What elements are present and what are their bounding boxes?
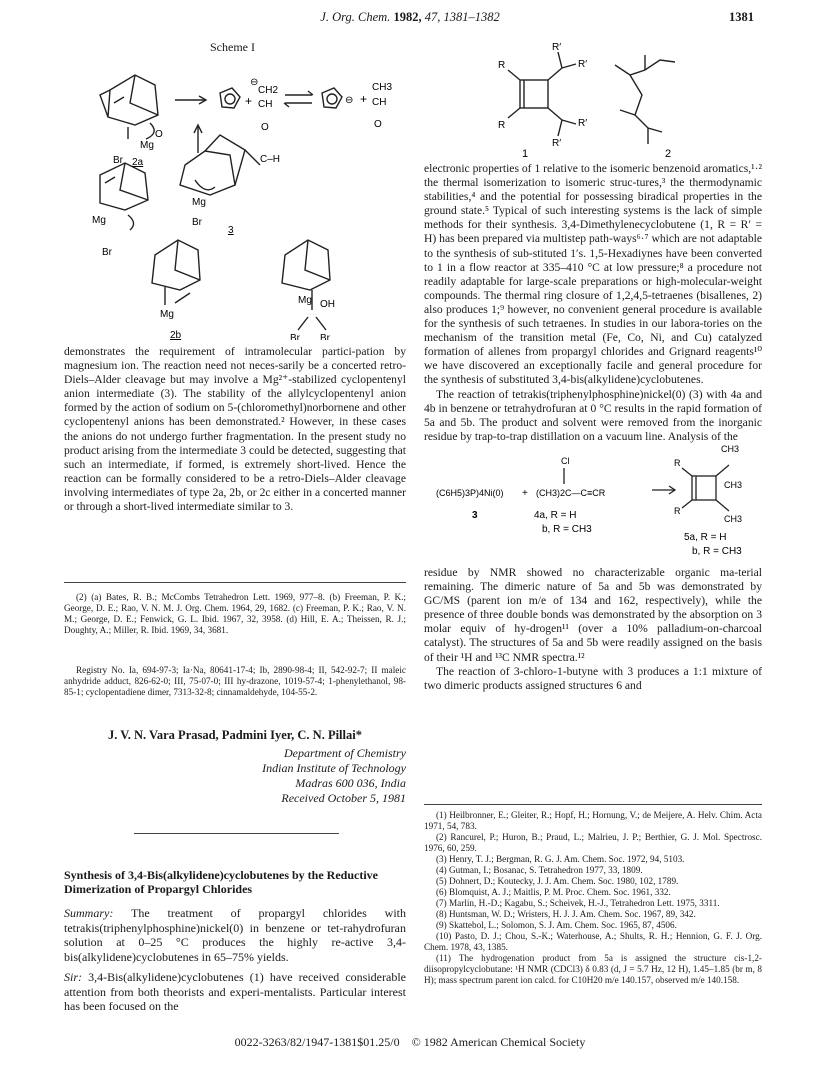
footnote-item: (2) Rancurel, P.; Huron, B.; Praud, L.; Malrieu, J. P.; Berthier, G. J. Mol. Spectrosc. 1976, 60, 259. <box>424 832 762 853</box>
right-para3-text: residue by NMR showed no characterizable organic ma-terial remaining. The dimeric nature of 5a and 5b was demonstrated by GC/MS (parent ion m/e of 134 and 162, respectively), while the presence of three double bonds was demonstrated by the absorption on 3 molar equiv of hy-drogen¹¹ (over a 10% palladium-on-charcoal catalyst). The structures of 5a and 5b were readily assigned on the basis of their ¹H and ¹³C NMR spectra.¹² <box>424 566 762 664</box>
footer-copyright: © 1982 American Chemical Society <box>411 1035 586 1049</box>
page-number: 1381 <box>729 10 754 24</box>
label-mg-2c: Mg <box>298 295 312 306</box>
label-mg-2a-b: Mg <box>92 215 106 226</box>
label-br-2c-2: Br <box>320 333 330 340</box>
journal-pages: 1381–1382 <box>443 10 500 24</box>
label-2a: 2a <box>132 157 144 168</box>
label-mg-2b: Mg <box>160 309 174 320</box>
right-footnotes <box>424 810 762 986</box>
eq-plus: + <box>522 488 528 499</box>
label-ch: CH <box>258 99 273 110</box>
running-header <box>0 10 820 30</box>
label-plus1: + <box>245 94 253 108</box>
footnote-item: (5) Dohnert, D.; Koutecky, J. J. Am. Chem. Soc. 1980, 102, 1789. <box>436 876 679 886</box>
right-para4-text: The reaction of 3-chloro-1-butyne with 3 produces a 1:1 mixture of two dimeric products assigned structures 6 and <box>424 664 762 692</box>
page-footer <box>0 1035 820 1050</box>
label-mg-3: Mg <box>192 197 206 208</box>
footnote-item: (6) Blomquist, A. J.; Maitlis, P. M. Proc. Chem. Soc. 1961, 332. <box>436 887 671 897</box>
scheme-diagram <box>80 55 420 340</box>
eq-ch3-top: CH3 <box>721 444 740 454</box>
journal-volume: 47, <box>424 10 441 24</box>
label-ch3: CH3 <box>372 82 393 93</box>
registry-text: Registry No. Ia, 694-97-3; Ia·Na, 80641-17-4; Ib, 2890-98-4; II, 542-92-7; II maleic anhydride adduct, 826-62-0; III, 75-07-0; III hy-drazone, 1019-57-4; 1-phenylethanol, 98-85-1; cyclopentadiene dimer, 7313-32-8; cinnamaldehyde, 104-55-2. <box>64 665 406 697</box>
eq-4a: 4a, R = H <box>534 510 577 521</box>
lbl-rp4: R′ <box>552 138 562 149</box>
label-ominus: ⊖ <box>345 95 354 106</box>
footnote-item: (4) Gutman, I.; Bosanac, S. Tetrahedron 1977, 33, 1809. <box>436 865 643 875</box>
lbl-num2: 2 <box>665 148 672 160</box>
footer-code: 0022-3263/82/1947-1381$01.25/0 <box>234 1035 400 1049</box>
lbl-r1: R <box>498 60 506 71</box>
registry-numbers <box>64 665 406 698</box>
label-ch2: CH2 <box>258 85 279 96</box>
eq-ch3-mid: CH3 <box>724 480 743 490</box>
label-plus2: + <box>360 92 368 106</box>
footnote-item: (1) Heilbronner, E.; Gleiter, R.; Hopf, H.; Hornung, V.; de Meijere, A. Helv. Chim. Acta 1971, 54, 783. <box>424 810 762 831</box>
label-mg-2a: Mg <box>140 140 154 151</box>
eq-cl: Cl <box>561 456 570 466</box>
eq-ch3-bot: CH3 <box>724 514 743 524</box>
received-date: Received October 5, 1981 <box>281 791 406 805</box>
label-o1: O <box>261 122 269 133</box>
eq-n3: 3 <box>472 510 478 521</box>
sir-label: Sir: <box>64 970 82 984</box>
label-3: 3 <box>228 225 234 236</box>
label-o2: O <box>374 119 382 130</box>
footnote2-text: (2) (a) Bates, R. B.; McCombs Tetrahedron Lett. 1969, 977–8. (b) Freeman, P. K.; George, D. E.; Rao, V. N. M. J. Org. Chem. 1964, 29, 1682. (c) Freeman, P. K.; Rao, V. N. M.; George, D. E.; Fenwick, G. L. Ibid. 1967, 32, 3958. (d) Hill, E. A.; Theissen, R. J.; Doughty, A.; Miller, R. Ibid. 1969, 34, 3681. <box>64 592 406 635</box>
authors: J. V. N. Vara Prasad, Padmini Iyer, C. N. Pillai* <box>108 728 362 742</box>
summary-block <box>64 906 406 964</box>
lbl-r2: R <box>498 120 506 131</box>
lbl-rp2: R′ <box>578 59 588 70</box>
structures-1-2 <box>470 40 750 160</box>
label-2b: 2b <box>170 330 182 340</box>
affil-dept: Department of Chemistry <box>284 746 406 760</box>
label-o-2a: O <box>155 129 163 140</box>
eq-4b: b, R = CH3 <box>542 524 592 535</box>
eq-ni: (C6H5)3P)4Ni(0) <box>436 488 504 498</box>
footnote-item: (3) Henry, T. J.; Bergman, R. G. J. Am. Chem. Soc. 1972, 94, 5103. <box>436 854 685 864</box>
footnote-item: (7) Marlin, H.-D.; Kagabu, S.; Scheivek, H.-J., Tetrahedron Lett. 1975, 3311. <box>436 898 720 908</box>
affil-city: Madras 600 036, India <box>295 776 406 790</box>
right-para1-text: electronic properties of 1 relative to the isomeric benzenoid aromatics,¹·² the thermal isomerization to isomeric struc-tures,³ the thermodynamic stabilities,⁴ and the potential for possessing biradical properties in the ground state.⁵ Typical of such interesting systems is the lack of simple methods for their synthesis. 3,4-Dimethylenecyclobutene (1, R = R′ = H) has been prepared via multistep path-ways⁶·⁷ which are not adaptable to the synthesis of sub-stituted 1′s. 1,5-Hexadiynes have been converted to 1 in a flow reactor at 335–410 °C at low pressure;⁸ a procedure not readily adaptable for large-scale preparations or high-molecular-weight compounds. The thermal ring closure of 1,2,4,5-tetraenes (bisallenes, 2) also produces 1;⁹ however, no convenient general procedure is available for the synthesis of such tetraenes. In studies in our labora-tories on the mechanism of the transition metal (Fe, Co, Ni, and Cu) catalyzed formation of allenes from propargyl chlorides and Grignard reagents¹⁰ we have discovered an exceptionally facile and general procedure for the synthesis of substituted 3,4-bis(alkylidene)cyclobutenes. <box>424 162 762 387</box>
footnote-item: (8) Huntsman, W. D.; Wristers, H. J. J. Am. Chem. Soc. 1967, 89, 342. <box>436 909 696 919</box>
eq-r1: R <box>674 458 681 468</box>
summary-label: Summary: <box>64 906 114 920</box>
footnote-rule-right <box>424 804 762 805</box>
right-para1 <box>424 162 762 444</box>
scheme-title: Scheme I <box>210 40 255 54</box>
left-footnote2 <box>64 592 406 636</box>
affiliation <box>64 746 406 806</box>
label-minus1: ⊖ <box>250 77 259 88</box>
label-br-3: Br <box>192 217 202 228</box>
summary-text: The treatment of propargyl chlorides with tetrakis(triphenylphosphine)nickel(0) in benzene or tet-rahydrofuran solution at 0–25 °C produces the highly re-active 3,4-bis(alkylidene)cyclobutenes in 65–75% yields. <box>64 906 406 964</box>
affil-inst: Indian Institute of Technology <box>262 761 406 775</box>
label-br-2a-b: Br <box>102 247 112 258</box>
lbl-rp1: R′ <box>552 42 562 53</box>
reaction-equation <box>424 440 762 565</box>
label-ch-b: CH <box>372 97 387 108</box>
footnote-item: (11) The hydrogenation product from 5a is assigned the structure cis-1,2-diisopropylcyclobutane: ¹H NMR (CDCl3) δ 0.83 (d, J = 5.7 Hz, 12 H), 1.45–1.85 (br m, 8 H); mass spectrum parent ion calcd. for C10H20 m/e 140.157, observed m/e 140.158. <box>424 953 762 985</box>
lbl-rp3: R′ <box>578 118 588 129</box>
label-br-2a: Br <box>113 155 123 166</box>
eq-r2: R <box>674 506 681 516</box>
journal-year: 1982, <box>393 10 422 24</box>
article-separator <box>134 833 339 834</box>
eq-5b: b, R = CH3 <box>692 546 742 557</box>
sir-block <box>64 970 406 1014</box>
left-para1-text: demonstrates the requirement of intramolecular partici-pation by magnesium ion. The reaction need not neces-sarily be a concerted retro-Diels–Alder cleavage but may involve a Mg²⁺-stabilized cyclopentenyl anion intermediate (3). The stability of the allylcyclopentenyl anion formed by the action of sodium on 5-(chloromethyl)norbornene and other cyclopentenyl anions has been demonstrated.² However, in these cases the anions do not undergo further fragmentation. In the present study no product arising from the intermediate 3 could be detected, suggesting that such an intermediate, if formed, is extremely short-lived. Hence the reaction can be formally considered to be a retro-Diels–Alder cleavage involving intermediates of type 2a, 2b, or 2c either in a concerted manner or through a short-lived intermediate similar to 3. <box>64 345 406 514</box>
left-para1 <box>64 345 406 514</box>
label-br-2c-1: Br <box>290 333 300 340</box>
lbl-num1: 1 <box>522 148 529 160</box>
footnote-rule-left <box>64 582 406 583</box>
article-title: Synthesis of 3,4-Bis(alkylidene)cyclobutenes by the Reductive Dimerization of Propargyl Chlorides <box>64 868 379 896</box>
right-para3 <box>424 566 762 693</box>
label-c-h: C–H <box>260 154 281 165</box>
label-oh: OH <box>320 299 335 310</box>
sir-text: 3,4-Bis(alkylidene)cyclobutenes (1) have received considerable attention from both theorists and experi-mentalists. Particular interest has been focused on the <box>64 970 406 1013</box>
journal-citation <box>0 10 820 25</box>
eq-5a: 5a, R = H <box>684 532 727 543</box>
journal-name: J. Org. Chem. <box>320 10 391 24</box>
footnote-item: (10) Pasto, D. J.; Chou, S.-K.; Waterhouse, A.; Shults, R. H.; Hennion, G. F. J. Org. Chem. 1978, 43, 1385. <box>424 931 762 952</box>
eq-reagent: (CH3)2C—C≡CR <box>536 488 606 498</box>
right-para2-text: The reaction of tetrakis(triphenylphosphine)nickel(0) (3) with 4a and 4b in benzene or tetrahydrofuran at 0 °C results in the rapid formation of 5a and 5b. The product and solvent were removed from the inorganic residue by trap-to-trap distillation on a vacuum line. Analysis of the <box>424 387 762 443</box>
footnote-item: (9) Skattebol, L.; Solomon, S. J. Am. Chem. Soc. 1965, 87, 4506. <box>436 920 677 930</box>
